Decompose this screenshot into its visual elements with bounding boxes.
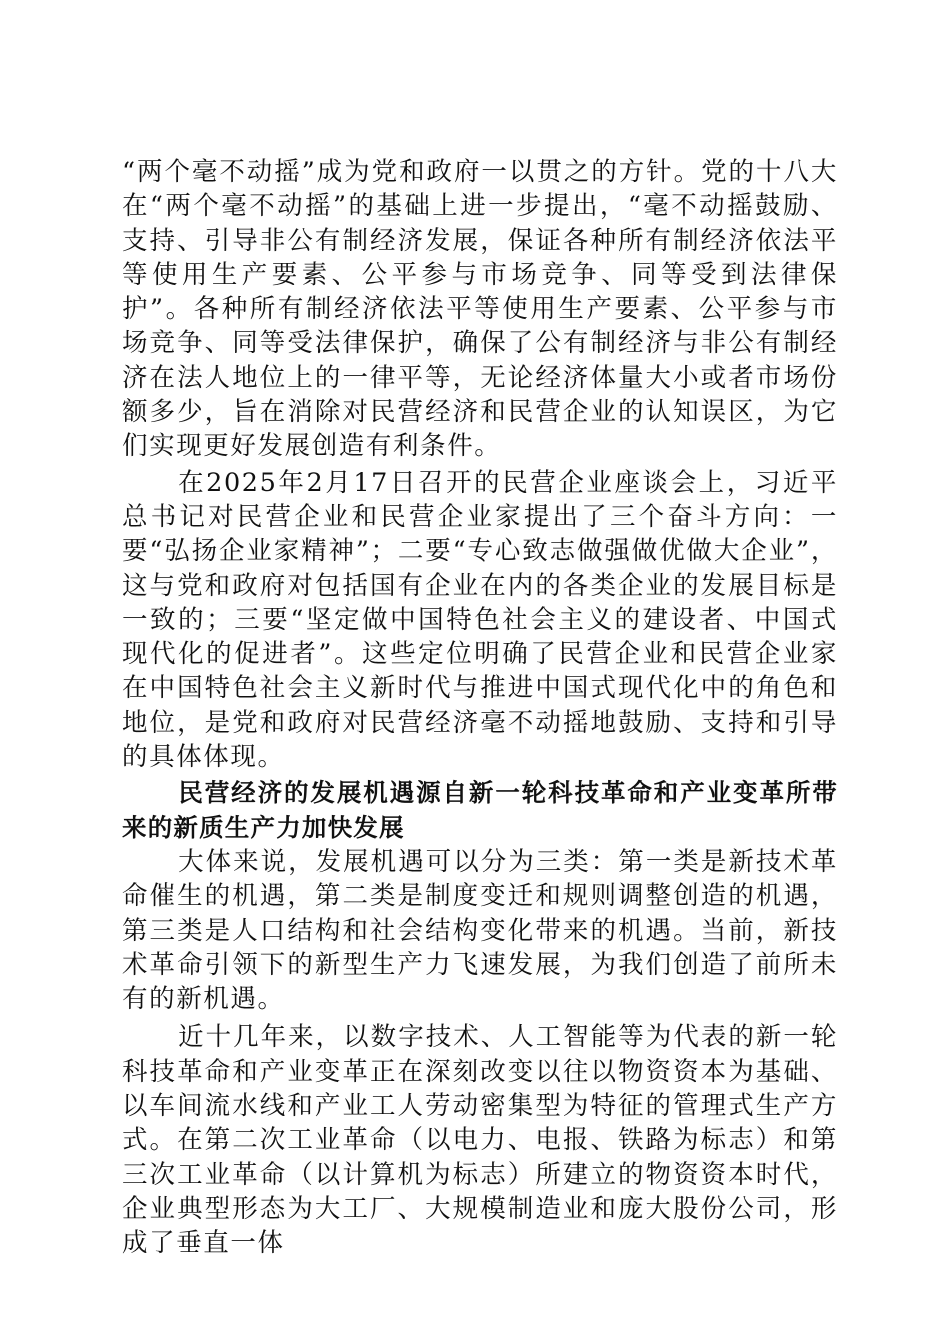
document-body [122,155,838,1261]
paragraph-technology-revolution: 近十几年来，以数字技术、人工智能等为代表的新一轮科技革命和产业变革正在深刻改变以往以物资资本为基础、以车间流水线和产业工人劳动密集型为特征的管理式生产方式。在第二次工业革命（以电力、电报、铁路为标志）和第三次工业革命（以计算机为标志）所建立的物资资本时代，企业典型形态为大工厂、大规模制造业和庞大股份公司，形成了垂直一体 [122,1022,838,1259]
section-heading: 民营经济的发展机遇源自新一轮科技革命和产业变革所带来的新质生产力加快发展 [122,778,838,842]
paragraph-two-unwavering-principles: “两个毫不动摇”成为党和政府一以贯之的方针。党的十八大在“两个毫不动摇”的基础上进一步提出，“毫不动摇鼓励、支持、引导非公有制经济发展，保证各种所有制经济依法平等使用生产要素、公平参与市场竞争、同等受到法律保护”。各种所有制经济依法平等使用生产要素、公平参与市场竞争、同等受法律保护，确保了公有制经济与非公有制经济在法人地位上的一律平等，无论经济体量大小或者市场份额多少，旨在消除对民营经济和民营企业的认知误区，为它们实现更好发展创造有利条件。 [122,157,838,462]
paragraph-three-types-of-opportunity: 大体来说，发展机遇可以分为三类：第一类是新技术革命催生的机遇，第二类是制度变迁和规则调整创造的机遇，第三类是人口结构和社会结构变化带来的机遇。当前，新技术革命引领下的新型生产力飞速发展，为我们创造了前所未有的新机遇。 [122,846,838,1015]
paragraph-private-enterprise-symposium: 在2025年2月17日召开的民营企业座谈会上，习近平总书记对民营企业和民营企业家提出了三个奋斗方向：一要“弘扬企业家精神”；二要“专心致志做强做优做大企业”，这与党和政府对包括国有企业在内的各类企业的发展目标是一致的；三要“坚定做中国特色社会主义的建设者、中国式现代化的促进者”。这些定位明确了民营企业和民营企业家在中国特色社会主义新时代与推进中国式现代化中的角色和地位，是党和政府对民营经济毫不动摇地鼓励、支持和引导的具体体现。 [122,467,838,773]
